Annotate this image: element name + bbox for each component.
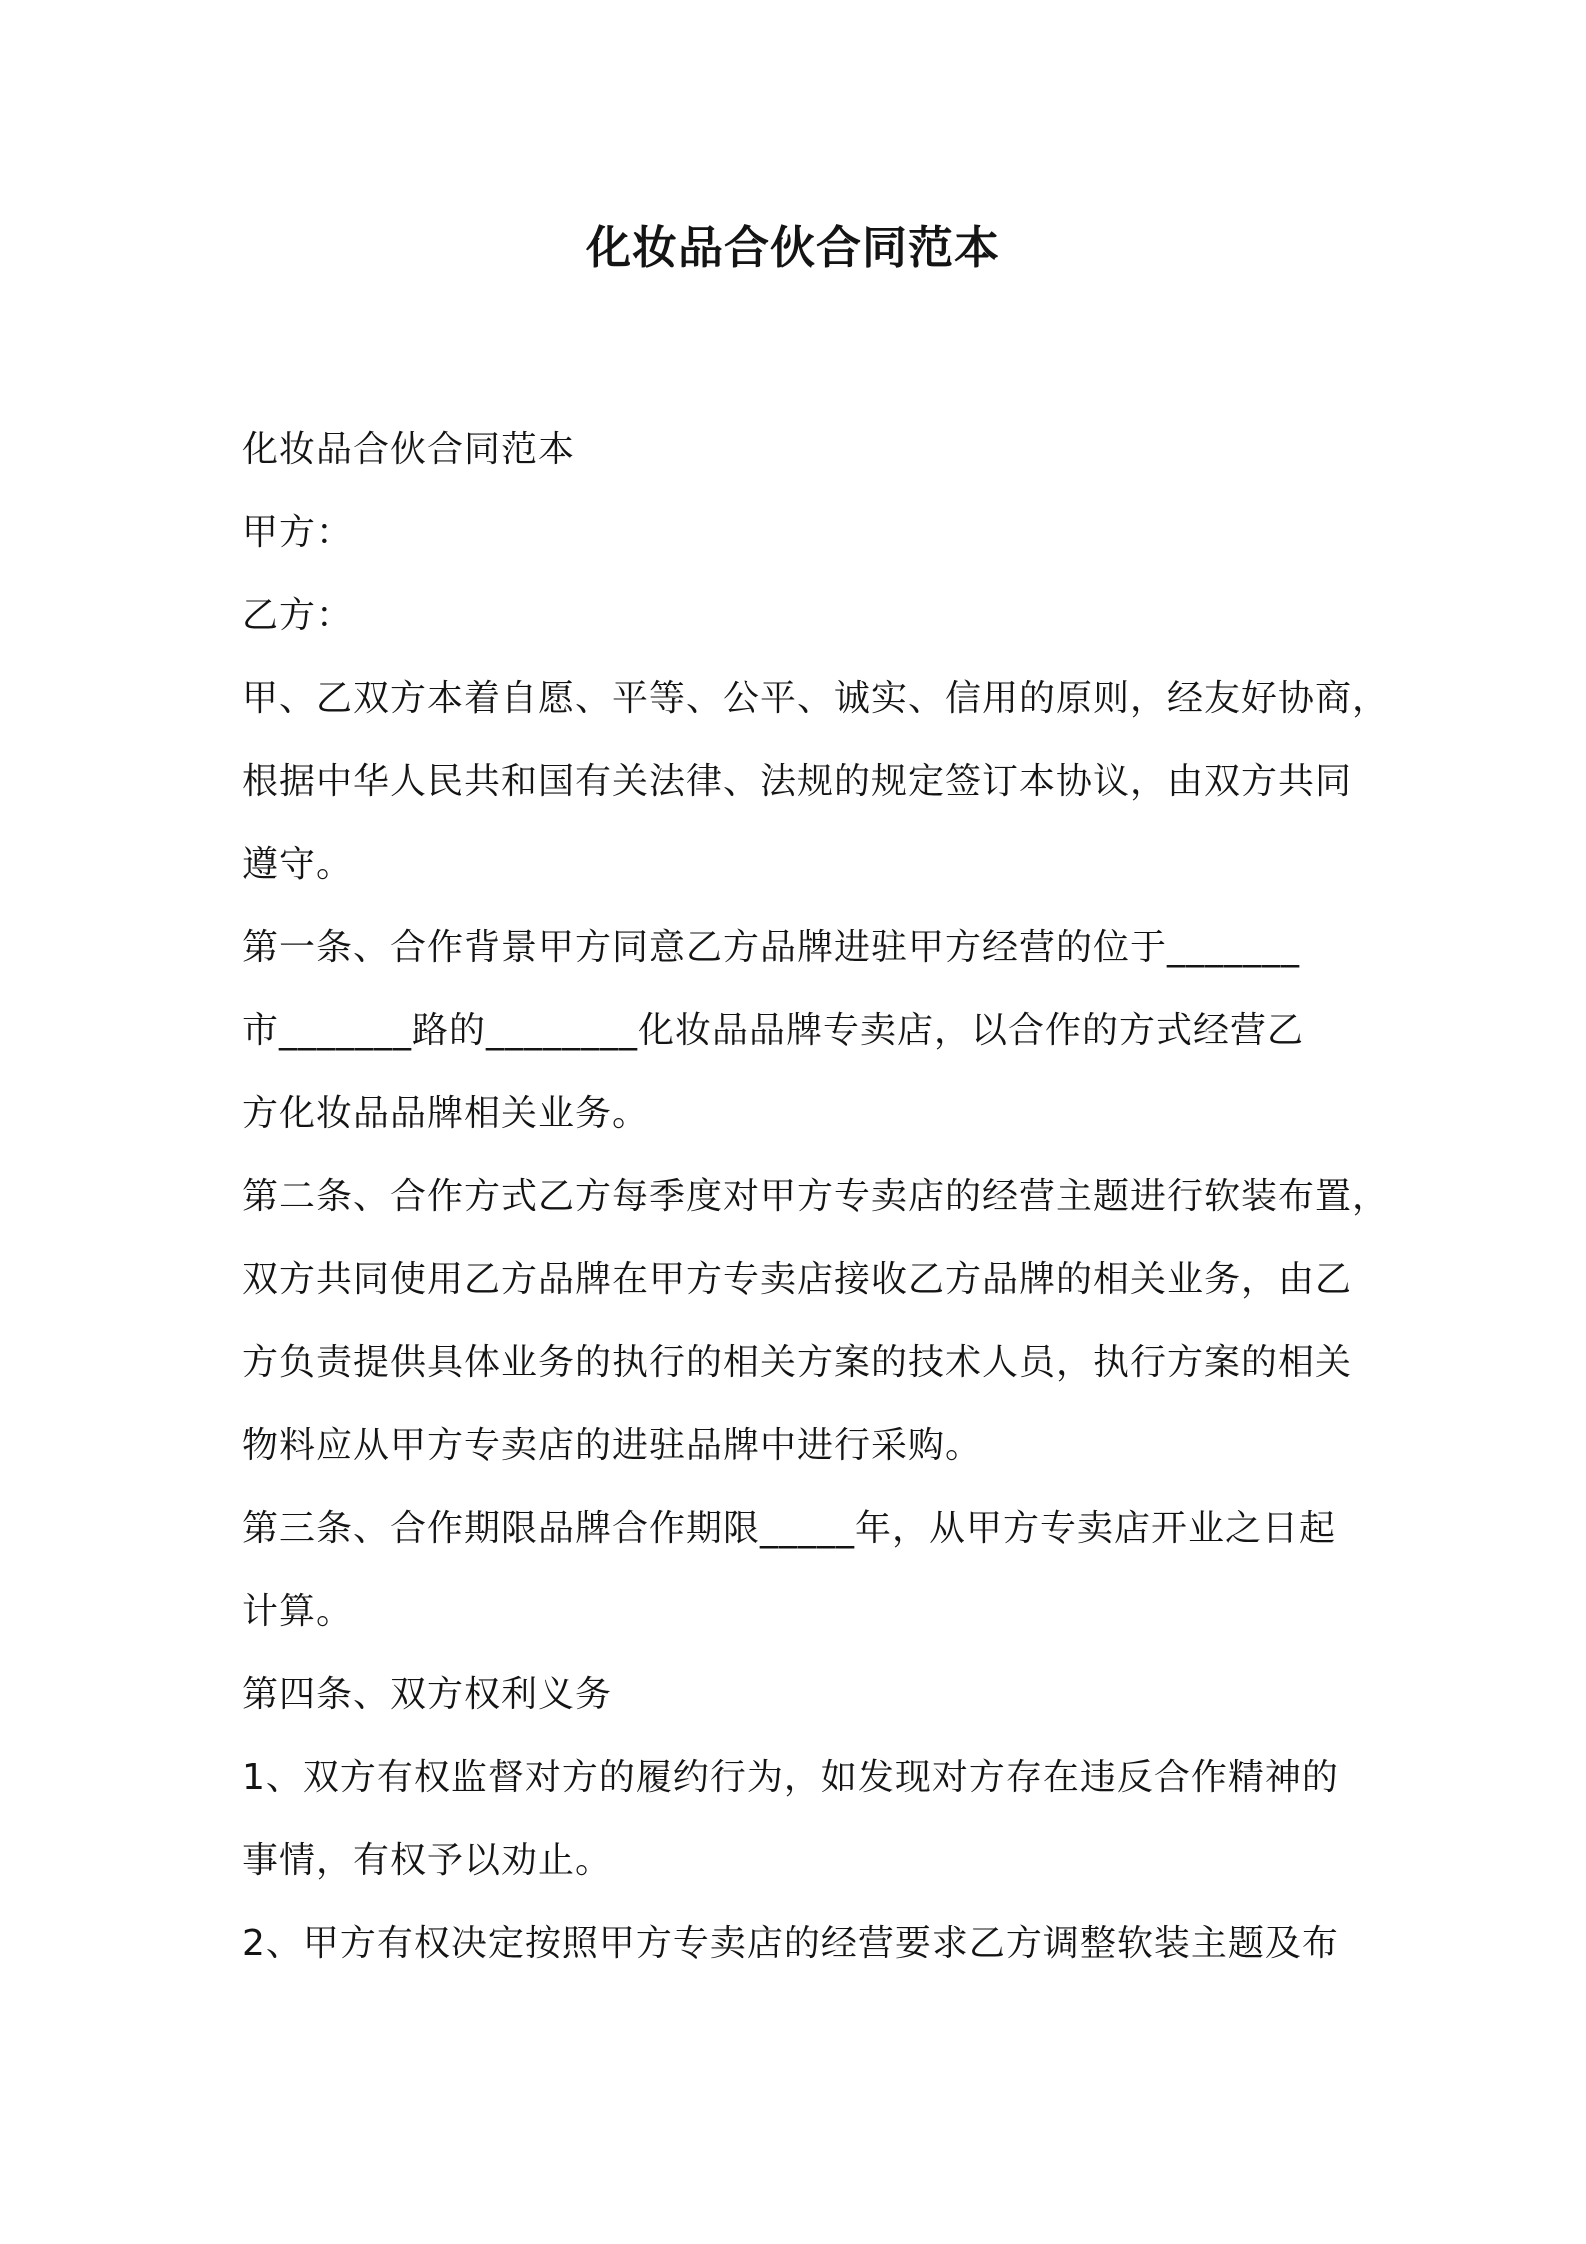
body-line-subtitle: 化妆品合伙合同范本 — [242, 429, 576, 470]
party-b-label: 乙方： — [242, 595, 354, 636]
article-2-line: 双方共同使用乙方品牌在甲方专卖店接收乙方品牌的相关业务，由乙 — [242, 1259, 1353, 1300]
article-4-heading: 第四条、双方权利义务 — [242, 1674, 613, 1715]
document-body — [242, 408, 1390, 1985]
clause-1-line: 1、双方有权监督对方的履约行为，如发现对方存在违反合作精神的 — [242, 1757, 1339, 1798]
clause-1-line: 事情，有权予以劝止。 — [242, 1840, 613, 1881]
preamble-line: 遵守。 — [242, 844, 354, 885]
clause-2-line: 2、甲方有权决定按照甲方专卖店的经营要求乙方调整软装主题及布 — [242, 1923, 1339, 1964]
article-3-line: 计算。 — [242, 1591, 354, 1632]
party-a-label: 甲方： — [242, 512, 354, 553]
article-1-line: 第一条、合作背景甲方同意乙方品牌进驻甲方经营的位于_______ — [242, 927, 1301, 968]
article-3-line: 第三条、合作期限品牌合作期限_____年，从甲方专卖店开业之日起 — [242, 1508, 1337, 1549]
article-2-line: 物料应从甲方专卖店的进驻品牌中进行采购。 — [242, 1425, 983, 1466]
document-title: 化妆品合伙合同范本 — [585, 221, 1000, 274]
preamble-line: 根据中华人民共和国有关法律、法规的规定签订本协议，由双方共同 — [242, 761, 1353, 802]
preamble-line: 甲、乙双方本着自愿、平等、公平、诚实、信用的原则，经友好协商， — [242, 678, 1390, 719]
article-2-line: 方负责提供具体业务的执行的相关方案的技术人员，执行方案的相关 — [242, 1342, 1353, 1383]
article-1-line: 方化妆品品牌相关业务。 — [242, 1093, 650, 1134]
article-1-line: 市_______路的________化妆品品牌专卖店，以合作的方式经营乙 — [242, 1010, 1305, 1051]
article-2-line: 第二条、合作方式乙方每季度对甲方专卖店的经营主题进行软装布置， — [242, 1176, 1390, 1217]
